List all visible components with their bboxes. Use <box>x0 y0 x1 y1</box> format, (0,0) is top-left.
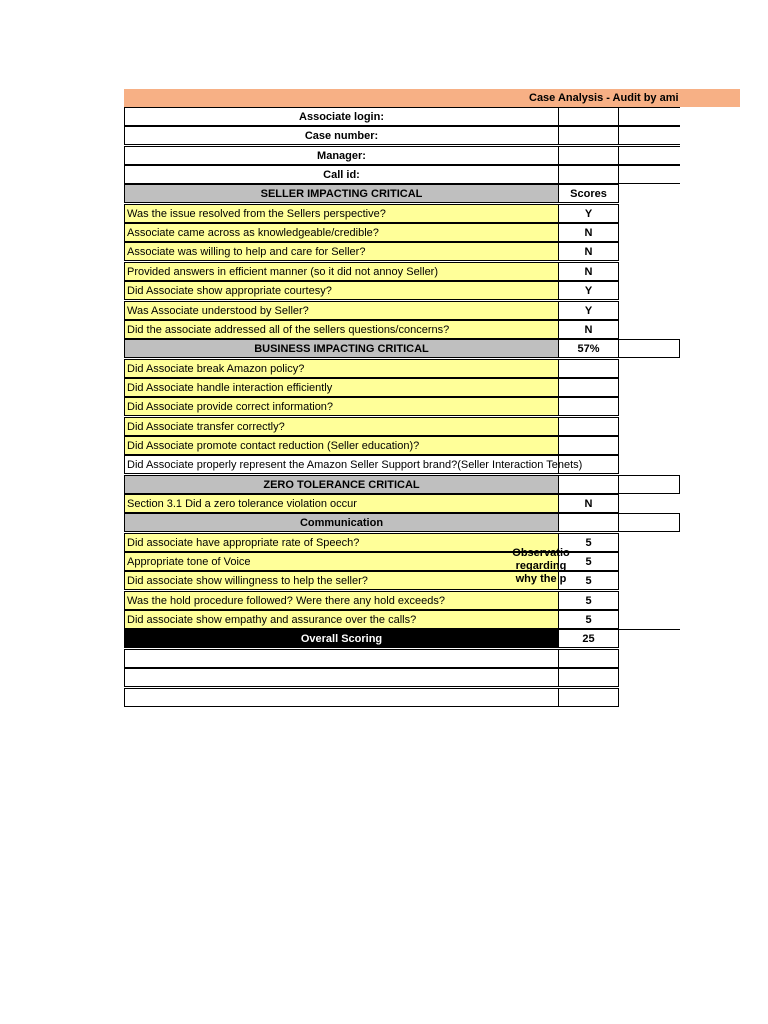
header-value-extension[interactable] <box>618 126 680 145</box>
question-text[interactable]: Did Associate break Amazon policy? <box>124 359 559 378</box>
zero-tolerance-section-label[interactable]: ZERO TOLERANCE CRITICAL <box>124 475 559 494</box>
question-row <box>124 571 680 590</box>
section-row <box>124 513 680 532</box>
overall-row <box>124 629 680 648</box>
blank-score-cell[interactable] <box>558 649 619 668</box>
score-cell[interactable]: N <box>558 242 619 261</box>
question-text[interactable]: Did associate have appropriate rate of Speech? <box>124 533 559 552</box>
blank-cell[interactable] <box>124 688 559 707</box>
question-text[interactable]: Did the associate addressed all of the sellers questions/concerns? <box>124 320 559 339</box>
header-value-extension[interactable] <box>618 165 680 184</box>
question-row <box>124 281 680 300</box>
communication-section-label[interactable]: Communication <box>124 513 559 532</box>
communication-score-header[interactable] <box>558 513 619 532</box>
section-row <box>124 339 680 358</box>
score-cell[interactable]: Y <box>558 204 619 223</box>
question-row <box>124 223 680 242</box>
question-row <box>124 242 680 261</box>
question-text[interactable]: Was the issue resolved from the Sellers perspective? <box>124 204 559 223</box>
question-text[interactable]: Was the hold procedure followed? Were there any hold exceeds? <box>124 591 559 610</box>
question-text[interactable]: Appropriate tone of Voice <box>124 552 559 571</box>
business-section-label[interactable]: BUSINESS IMPACTING CRITICAL <box>124 339 559 358</box>
score-cell[interactable]: Y <box>558 301 619 320</box>
blank-cell[interactable] <box>124 668 559 687</box>
observations-line: why the p <box>515 573 567 585</box>
question-text[interactable]: Did Associate properly represent the Amazon Seller Support brand?(Seller Interaction Tenets) <box>124 455 559 474</box>
header-label[interactable]: Manager: <box>124 146 559 165</box>
question-row <box>124 320 680 339</box>
score-cell[interactable] <box>558 417 619 436</box>
header-value-cell[interactable] <box>558 126 619 145</box>
header-row <box>124 146 680 165</box>
question-text[interactable]: Did Associate transfer correctly? <box>124 417 559 436</box>
business-extra-cell[interactable] <box>618 339 680 358</box>
question-row <box>124 397 680 416</box>
question-text[interactable]: Associate came across as knowledgeable/credible? <box>124 223 559 242</box>
question-row <box>124 610 680 629</box>
question-text[interactable]: Was Associate understood by Seller? <box>124 301 559 320</box>
question-text[interactable]: Provided answers in efficient manner (so it did not annoy Seller) <box>124 262 559 281</box>
blank-cell[interactable] <box>124 649 559 668</box>
score-cell[interactable] <box>558 359 619 378</box>
observations-line: regarding <box>515 560 567 572</box>
question-row <box>124 455 680 474</box>
score-cell[interactable]: 5 <box>558 591 619 610</box>
score-cell[interactable]: 5 <box>558 571 619 590</box>
sheet-title: Case Analysis - Audit by ami <box>529 92 679 104</box>
score-cell[interactable] <box>558 378 619 397</box>
header-value-cell[interactable] <box>558 165 619 184</box>
blank-row <box>124 649 680 668</box>
question-row <box>124 262 680 281</box>
scores-header[interactable]: Scores <box>558 184 619 203</box>
question-text[interactable]: Did associate show willingness to help the seller? <box>124 571 559 590</box>
score-cell[interactable]: N <box>558 494 619 513</box>
header-row <box>124 165 680 184</box>
header-label[interactable]: Associate login: <box>124 107 559 126</box>
question-row <box>124 204 680 223</box>
header-value-extension[interactable] <box>618 107 680 126</box>
question-text[interactable]: Did Associate promote contact reduction (Seller education)? <box>124 436 559 455</box>
score-cell[interactable]: 5 <box>558 552 619 571</box>
score-cell[interactable]: Y <box>558 281 619 300</box>
score-cell[interactable]: 5 <box>558 533 619 552</box>
question-row <box>124 494 680 513</box>
seller-section-label[interactable]: SELLER IMPACTING CRITICAL <box>124 184 559 203</box>
question-text[interactable]: Section 3.1 Did a zero tolerance violation occur <box>124 494 559 513</box>
question-row <box>124 417 680 436</box>
score-cell[interactable]: N <box>558 320 619 339</box>
overall-scoring-label[interactable]: Overall Scoring <box>124 629 559 648</box>
blank-score-cell[interactable] <box>558 688 619 707</box>
communication-extra-cell[interactable] <box>618 513 680 532</box>
blank-row <box>124 668 680 687</box>
header-value-extension[interactable] <box>618 146 680 165</box>
observations-line: Observatio <box>512 547 570 559</box>
question-row <box>124 436 680 455</box>
overall-score[interactable]: 25 <box>558 629 619 648</box>
question-row <box>124 591 680 610</box>
header-row <box>124 126 680 145</box>
header-label[interactable]: Call id: <box>124 165 559 184</box>
zero-score-header[interactable] <box>558 475 619 494</box>
question-row <box>124 533 680 552</box>
overall-extra-cell[interactable] <box>618 629 680 648</box>
section-row <box>124 184 680 203</box>
blank-row <box>124 688 680 707</box>
audit-grid <box>124 107 680 710</box>
score-cell[interactable]: 5 <box>558 610 619 629</box>
question-row <box>124 359 680 378</box>
question-text[interactable]: Did Associate handle interaction efficiently <box>124 378 559 397</box>
header-label[interactable]: Case number: <box>124 126 559 145</box>
observations-note <box>496 547 586 586</box>
score-cell[interactable]: N <box>558 262 619 281</box>
question-text[interactable]: Did Associate show appropriate courtesy? <box>124 281 559 300</box>
question-row <box>124 552 680 571</box>
header-value-cell[interactable] <box>558 146 619 165</box>
header-row <box>124 107 680 126</box>
section-row <box>124 475 680 494</box>
question-row <box>124 378 680 397</box>
business-score[interactable]: 57% <box>558 339 619 358</box>
header-value-cell[interactable] <box>558 107 619 126</box>
blank-score-cell[interactable] <box>558 668 619 687</box>
score-cell[interactable] <box>558 436 619 455</box>
score-cell[interactable]: N <box>558 223 619 242</box>
zero-extra-cell[interactable] <box>618 475 680 494</box>
question-row <box>124 301 680 320</box>
score-cell[interactable] <box>558 397 619 416</box>
question-text[interactable]: Associate was willing to help and care for Seller? <box>124 242 559 261</box>
question-text[interactable]: Did associate show empathy and assurance over the calls? <box>124 610 559 629</box>
question-text[interactable]: Did Associate provide correct information? <box>124 397 559 416</box>
